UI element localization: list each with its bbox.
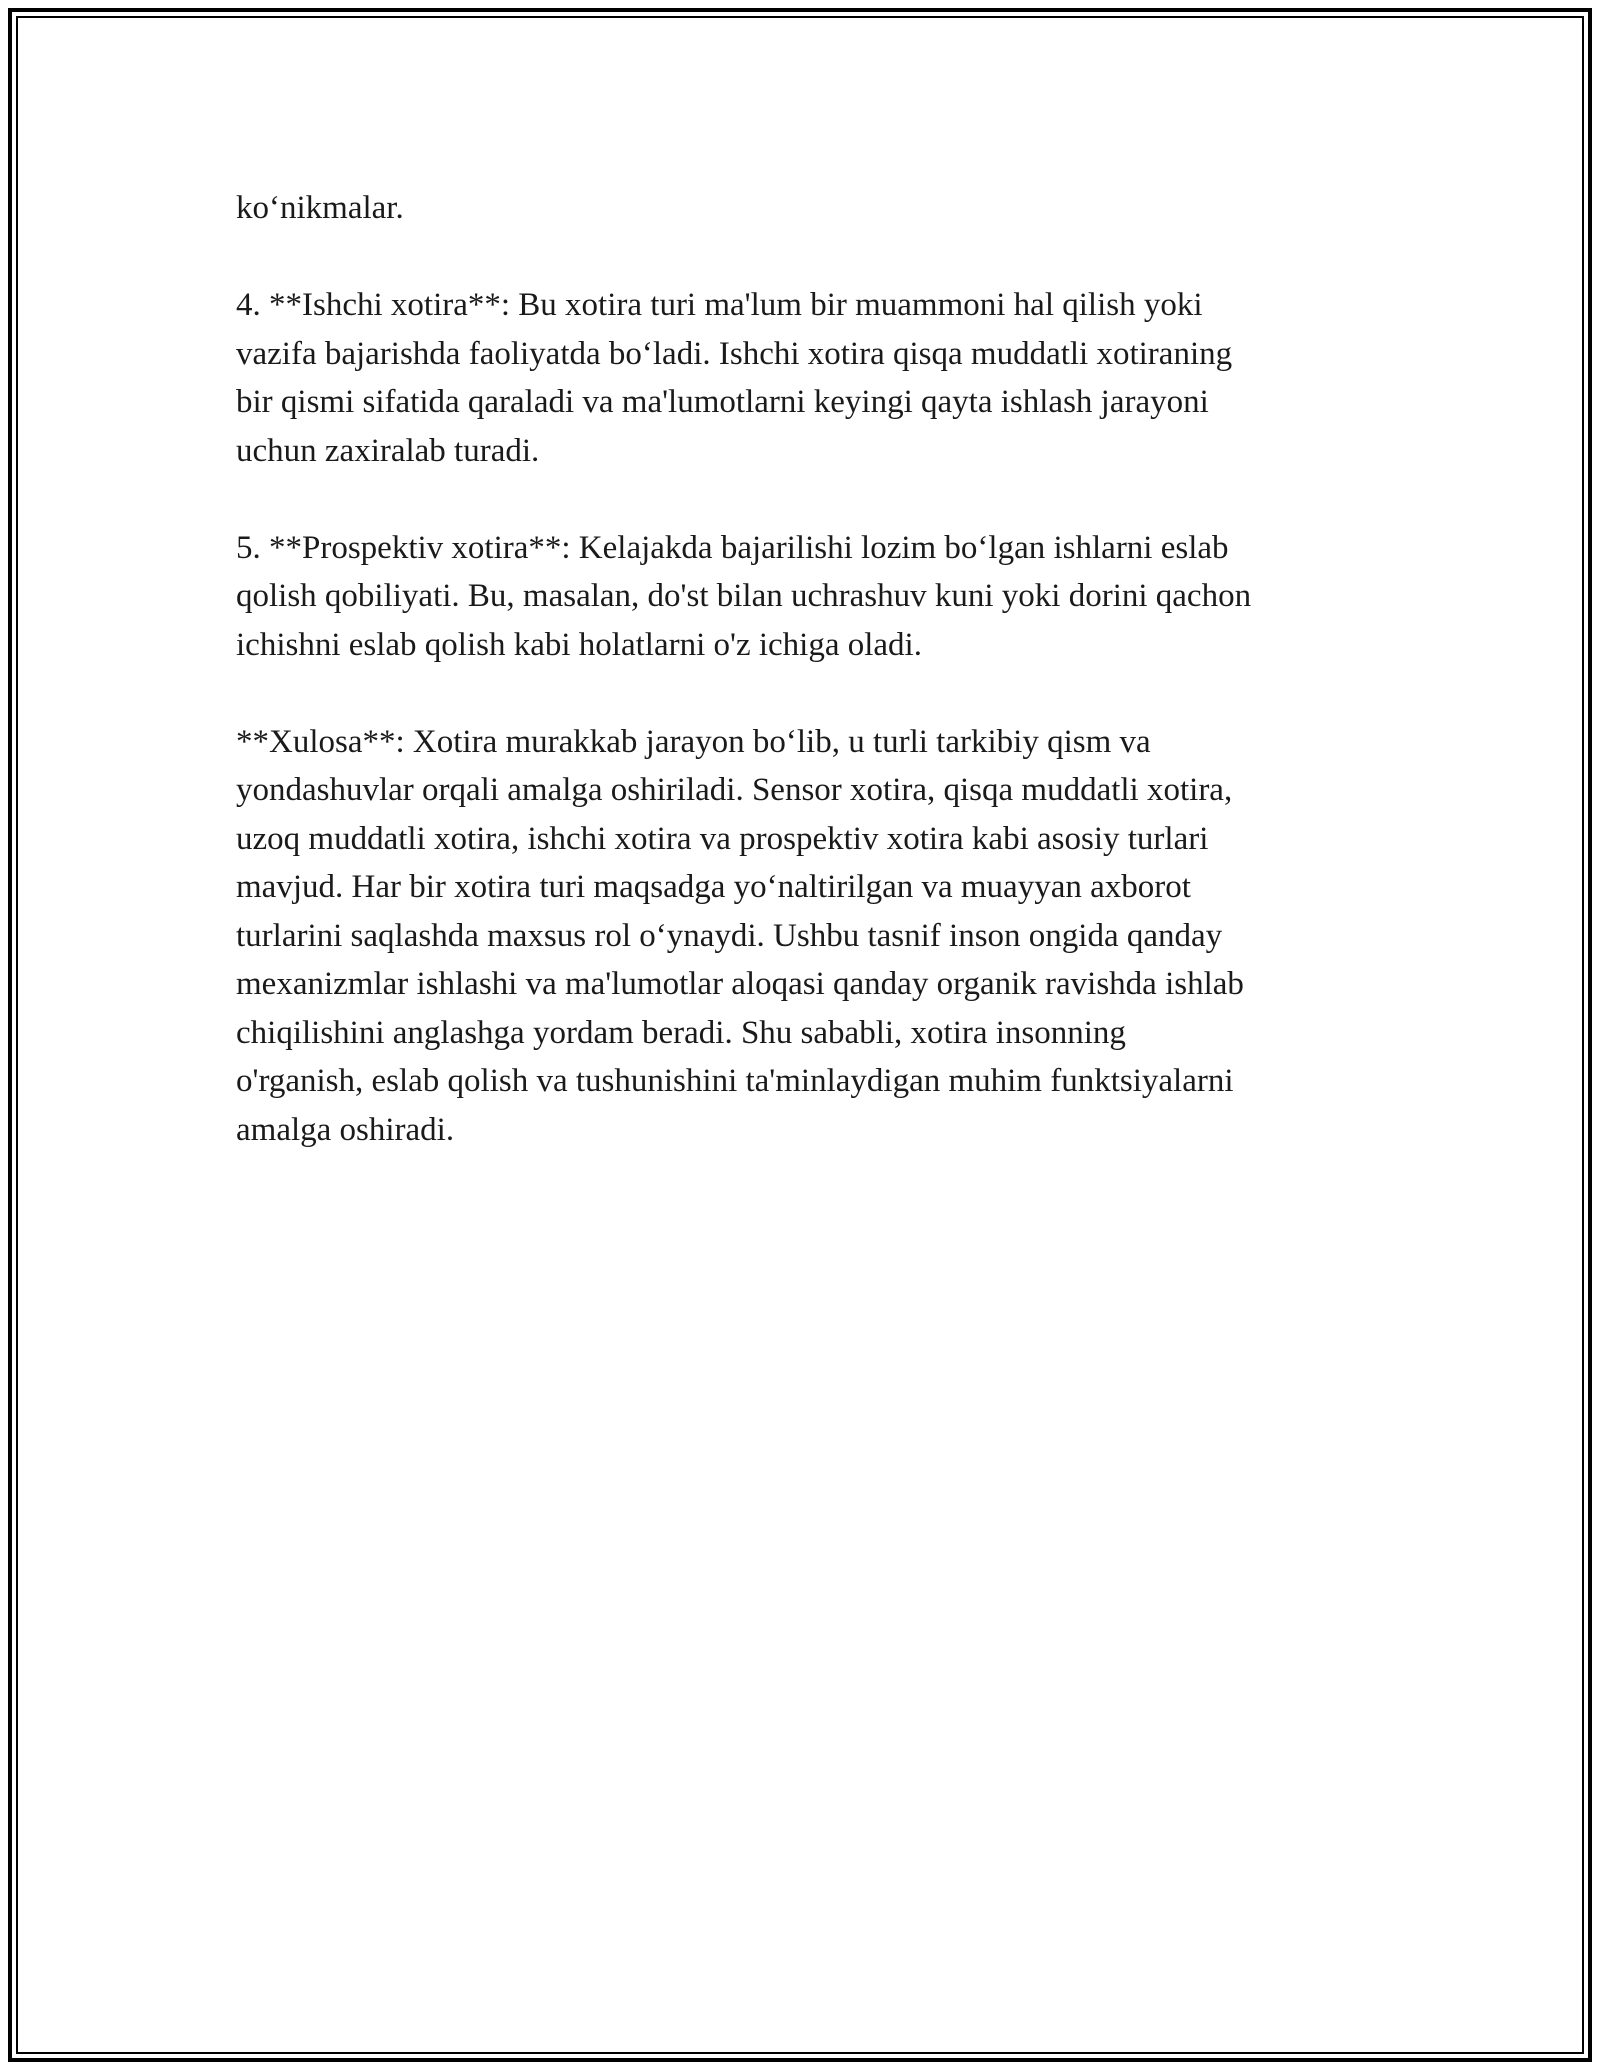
document-body [236,184,1386,1154]
paragraph-conclusion: **Xulosa**: Xotira murakkab jarayon bo‘lib, u turli tarkibiy qism va yondashuvlar orqali amalga oshiriladi. Sensor xotira, qisqa muddatli xotira, uzoq muddatli xotira, ishchi xotira va prospektiv xotira kabi asosiy turlari mavjud. Har bir xotira turi maqsadga yo‘naltirilgan va muayyan axborot turlarini saqlashda maxsus rol o‘ynaydi. Ushbu tasnif inson ongida qanday mexanizmlar ishlashi va ma'lumotlar aloqasi qanday organik ravishda ishlab chiqilishini anglashga yordam beradi. Shu sababli, xotira insonning o'rganish, eslab qolish va tushunishini ta'minlaydigan muhim funktsiyalarni amalga oshiradi. [236,723,1244,1148]
paragraph-prospective-memory: 5. **Prospektiv xotira**: Kelajakda bajarilishi lozim bo‘lgan ishlarni eslab qolish qobiliyati. Bu, masalan, do'st bilan uchrashuv kuni yoki dorini qachon ichishni eslab qolish kabi holatlarni o'z ichiga oladi. [236,529,1252,663]
paragraph-working-memory: 4. **Ishchi xotira**: Bu xotira turi ma'lum bir muammoni hal qilish yoki vazifa bajarishda faoliyatda bo‘ladi. Ishchi xotira qisqa muddatli xotiraning bir qismi sifatida qaraladi va ma'lumotlarni keyingi qayta ishlash jarayoni uchun zaxiralab turadi. [236,287,1233,469]
paragraph-continuation: ko‘nikmalar. [236,190,404,226]
